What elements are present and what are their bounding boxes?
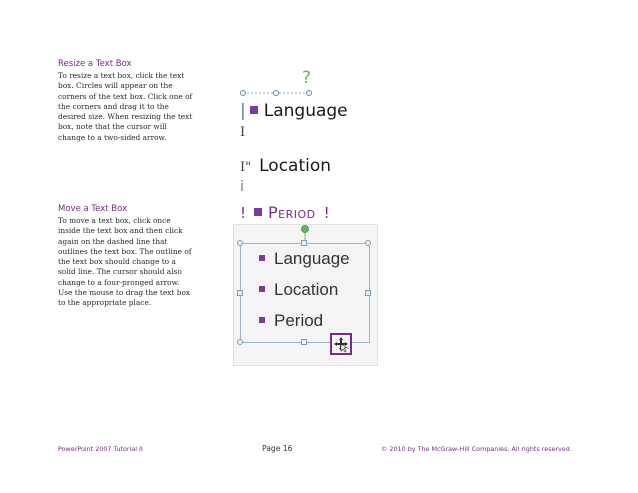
resize-heading: Resize a Text Box — [58, 59, 132, 69]
text-box-outline[interactable] — [240, 243, 370, 343]
footer-page-number: Page 16 — [262, 444, 293, 453]
move-heading: Move a Text Box — [58, 204, 128, 214]
list-item-language: Language — [274, 249, 350, 268]
bullet-square — [250, 106, 258, 114]
resize-paragraph: To resize a text box, click the text box. Circles will appear on the corners of the text box. Click one of the corners and drag it to the desired size. When resizing the text box, note that the cursor will change to a two-sided arrow. — [58, 71, 193, 142]
garbled-line-location — [240, 156, 331, 176]
rotate-question-mark: ? — [302, 68, 312, 88]
move-paragraph: To move a text box, click once inside the text box and then click again on the dashed line that outlines the text box. The outline of the text box should change to a solid line. The cursor should also change to a four-pronged arrow. Use the mouse to drag the text box to the appropriate place. — [58, 216, 192, 308]
list-item — [259, 280, 338, 300]
resize-handle-left[interactable] — [237, 290, 243, 296]
move-illustration — [233, 224, 378, 366]
list-item-location: Location — [274, 280, 339, 299]
resize-handle-top-left[interactable] — [237, 240, 243, 246]
cursor-bar: | — [240, 101, 246, 121]
ibeam-glyph: I — [240, 125, 246, 140]
garbled-word-period: Period — [268, 203, 316, 222]
list-item-period: Period — [274, 311, 324, 330]
ibeam-quote-glyph: I" — [240, 160, 252, 175]
dashed-outline-top — [240, 89, 312, 97]
footer-copyright: © 2010 by The McGraw-Hill Companies. All rights reserved. — [381, 445, 572, 453]
bullet-square — [254, 208, 262, 216]
bullet-square — [259, 255, 265, 261]
resize-handle-top-right[interactable] — [365, 240, 371, 246]
exclamation-left: ! — [240, 203, 247, 222]
resize-handle-right[interactable] — [365, 290, 371, 296]
garbled-word-language: Language — [263, 101, 348, 121]
resize-handle-bottom[interactable] — [301, 339, 307, 345]
move-cursor-highlight — [330, 333, 352, 355]
garbled-line-period — [240, 203, 330, 222]
bullet-square — [259, 317, 265, 323]
list-item — [259, 249, 350, 269]
small-i-glyph: i — [240, 179, 244, 195]
garbled-word-location: Location — [259, 156, 332, 176]
exclamation-right: ! — [323, 203, 330, 222]
resize-handle-top[interactable] — [301, 240, 307, 246]
four-way-arrow-icon — [332, 335, 350, 353]
footer-left: PowerPoint 2007 Tutorial II — [58, 445, 143, 453]
garbled-line-language — [240, 101, 348, 121]
resize-handle-bottom-left[interactable] — [237, 339, 243, 345]
list-item — [259, 311, 323, 331]
bullet-square — [259, 286, 265, 292]
